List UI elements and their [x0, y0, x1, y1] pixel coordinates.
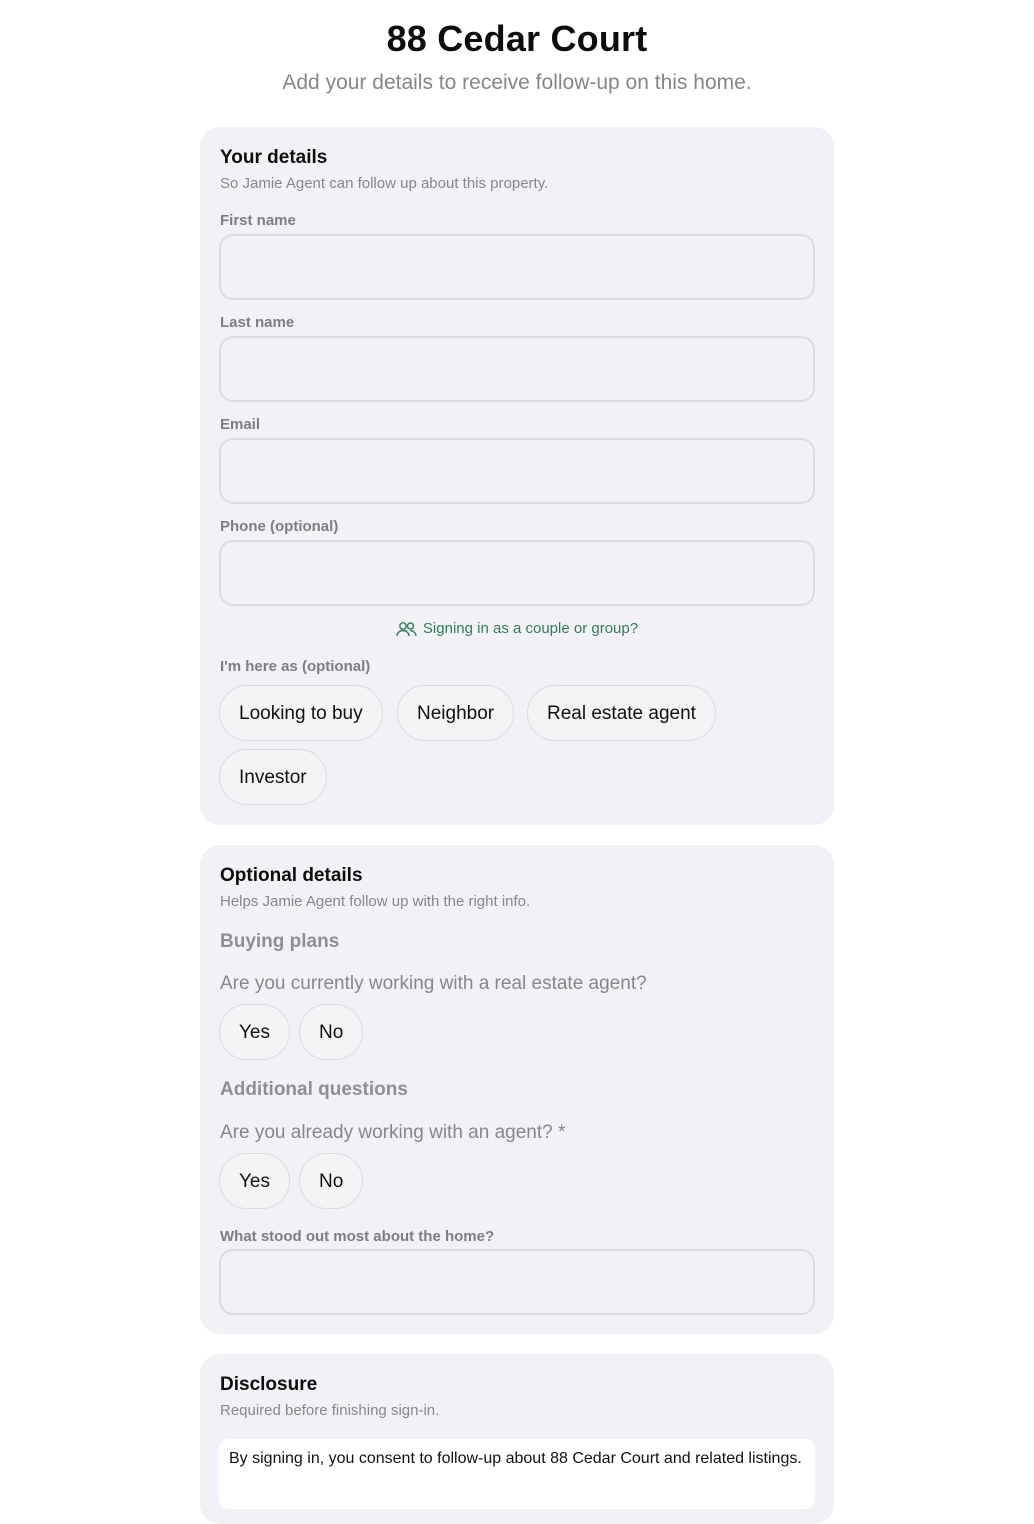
optional-details-subtitle: Helps Jamie Agent follow up with the right info.: [220, 893, 531, 910]
additional-questions-heading: Additional questions: [220, 1079, 408, 1100]
already-agent-question: Are you already working with an agent? *: [220, 1122, 566, 1143]
group-signin-link[interactable]: [200, 620, 834, 641]
phone-label: Phone (optional): [220, 518, 339, 535]
q2-no-button[interactable]: No: [299, 1153, 363, 1209]
your-details-subtitle: So Jamie Agent can follow up about this property.: [220, 175, 549, 192]
disclosure-subtitle: Required before finishing sign-in.: [220, 1402, 440, 1419]
disclosure-title: Disclosure: [220, 1374, 318, 1395]
page-title: 88 Cedar Court: [386, 18, 648, 59]
email-label: Email: [220, 416, 261, 433]
people-icon: [396, 621, 417, 641]
stood-out-input[interactable]: [219, 1249, 815, 1315]
first-name-label: First name: [220, 212, 296, 229]
group-signin-text: Signing in as a couple or group?: [422, 620, 639, 637]
buying-plans-heading: Buying plans: [220, 931, 340, 952]
optional-details-card: [200, 845, 834, 1334]
email-input[interactable]: [219, 438, 815, 504]
stood-out-label: What stood out most about the home?: [220, 1228, 495, 1245]
page-subtitle: Add your details to receive follow-up on this home.: [282, 71, 752, 94]
your-details-card: [200, 127, 834, 825]
last-name-input[interactable]: [219, 336, 815, 402]
role-chip-real-estate-agent[interactable]: Real estate agent: [527, 685, 716, 741]
disclosure-text: By signing in, you consent to follow-up about 88 Cedar Court and related listings.: [219, 1439, 815, 1509]
role-chip-investor[interactable]: Investor: [219, 749, 327, 805]
optional-details-title: Optional details: [220, 865, 363, 886]
q2-yes-button[interactable]: Yes: [219, 1153, 290, 1209]
disclosure-card: [200, 1354, 834, 1524]
role-chip-looking-to-buy[interactable]: Looking to buy: [219, 685, 383, 741]
role-chip-neighbor[interactable]: Neighbor: [397, 685, 514, 741]
first-name-input[interactable]: [219, 234, 815, 300]
phone-input[interactable]: [219, 540, 815, 606]
your-details-title: Your details: [220, 147, 328, 168]
last-name-label: Last name: [220, 314, 295, 331]
role-label: I'm here as (optional): [220, 658, 371, 675]
q1-yes-button[interactable]: Yes: [219, 1004, 290, 1060]
working-with-agent-question: Are you currently working with a real estate agent?: [220, 973, 647, 994]
q1-no-button[interactable]: No: [299, 1004, 363, 1060]
